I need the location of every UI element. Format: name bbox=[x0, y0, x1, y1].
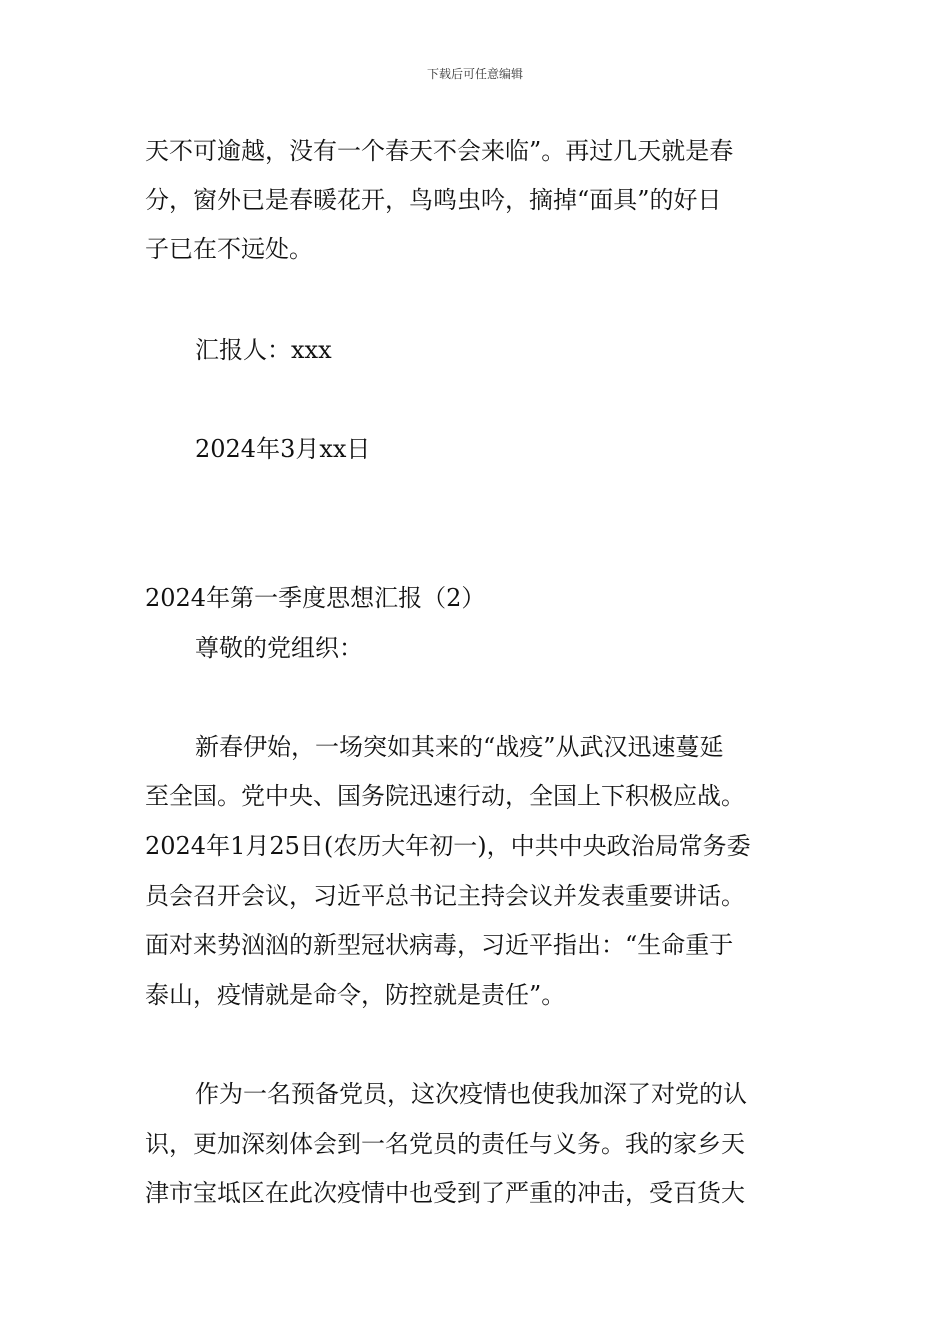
paragraph-line: 面对来势汹汹的新型冠状病毒，习近平指出：“生命重于 bbox=[145, 931, 734, 959]
paragraph-line: 识，更加深刻体会到一名党员的责任与义务。我的家乡天 bbox=[145, 1130, 745, 1158]
paragraph-line: 新春伊始，一场突如其来的“战疫”从武汉迅速蔓延 bbox=[195, 733, 724, 761]
date-line: 2024年3月xx日 bbox=[195, 435, 371, 463]
paragraph-line: 分，窗外已是春暖花开，鸟鸣虫吟，摘掉“面具”的好日 bbox=[145, 186, 722, 214]
paragraph-line: 泰山，疫情就是命令，防控就是责任”。 bbox=[145, 981, 566, 1009]
paragraph-line: 作为一名预备党员，这次疫情也使我加深了对党的认 bbox=[195, 1080, 747, 1108]
paragraph-line: 员会召开会议，习近平总书记主持会议并发表重要讲话。 bbox=[145, 882, 745, 910]
paragraph-line: 津市宝坻区在此次疫情中也受到了严重的冲击，受百货大 bbox=[145, 1179, 745, 1207]
page-header: 下载后可任意编辑 bbox=[426, 67, 523, 81]
reporter-line: 汇报人：xxx bbox=[195, 336, 332, 364]
salutation: 尊敬的党组织： bbox=[195, 634, 363, 662]
paragraph-line: 至全国。党中央、国务院迅速行动，全国上下积极应战。 bbox=[145, 782, 745, 810]
section-title: 2024年第一季度思想汇报（2） bbox=[145, 584, 486, 612]
paragraph-line: 天不可逾越，没有一个春天不会来临”。再过几天就是春 bbox=[145, 137, 734, 165]
paragraph-line: 子已在不远处。 bbox=[145, 235, 313, 263]
paragraph-line: 2024年1月25日(农历大年初一)，中共中央政治局常务委 bbox=[145, 832, 751, 860]
